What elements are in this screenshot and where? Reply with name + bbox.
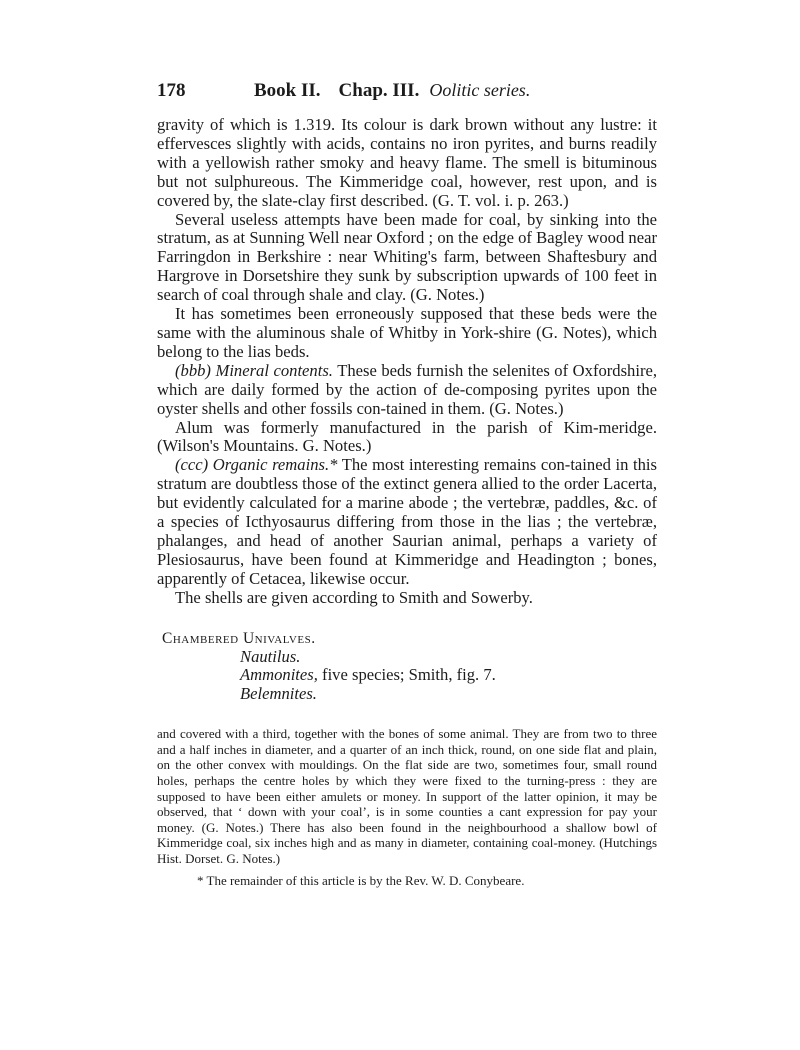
- book-title: Book II.: [254, 80, 321, 101]
- organic-remains-text: The most interesting remains con-tained in this stratum are doubtless those of the extinct genera allied to the order Lacerta, but evidently calculated for a marine abode ; the vertebræ, paddles, &c. of a species of Icthyosaurus differing from those in the lias ; the vertebræ, phalanges, and head of another Saurian animal, perhaps a variety of Plesiosaurus, have been found at Kimmeridge and Headington ; bones, apparently of Cetacea, likewise occur.: [157, 455, 657, 588]
- taxon-ammonites-text: five species; Smith, fig. 7.: [322, 665, 496, 685]
- paragraph-5: Alum was formerly manufactured in the parish of Kim-meridge. (Wilson's Mountains. G. Notes.): [157, 417, 657, 456]
- paragraph-1: gravity of which is 1.319. Its colour is dark brown without any lustre: it effervesces slightly with acids, contains no iron pyrites, and burns readily with a yellowish rather smoky and heavy flame. The smell is bituminous but not sulphureous. The Kimmeridge coal, however, rest upon, and is covered by, the slate-clay first described. (G. T. vol. i. p. 263.): [157, 115, 657, 210]
- footnote: * The remainder of this article is by the Rev. W. D. Conybeare.: [197, 872, 525, 888]
- paragraph-6: [157, 456, 657, 588]
- paragraph-2: Several useless attempts have been made for coal, by sinking into the stratum, as at Sunning Well near Oxford ; on the edge of Bagley wood near Farringdon in Berkshire : near Whiting's farm, between Shaftesbury and Hargrove in Dorsetshire they sunk by subscription upwards of 100 feet in search of coal through shale and clay. (G. Notes.): [157, 209, 657, 305]
- notes-block: [157, 726, 657, 866]
- taxon-ammonites-name: Ammonites,: [240, 665, 318, 685]
- taxon-ammonites: [240, 666, 657, 685]
- section-mark-ccc: (ccc): [175, 455, 209, 475]
- running-head: [157, 80, 657, 102]
- mineral-contents-heading: Mineral contents.: [215, 360, 333, 380]
- section-mark-bbb: (bbb): [175, 360, 211, 380]
- notes-text: and covered with a third, together with the bones of some animal. They are from two to three and a half inches in diameter, and a quarter of an inch thick, round, on one side flat and plain, on the other convex with mouldings. On the flat side are two, sometimes four, small round holes, perhaps the centre holes by which they were fixed to the turning-press : they are supposed to have been either amulets or money. In support of the latter opinion, it may be observed, that ‘ down with your coal’, is in some counties a cant expression for pay your money. (G. Notes.) There has also been found in the neighbourhood a shallow bowl of Kimmeridge coal, six inches high and as many in diameter, containing coal-money. (Hutchings Hist. Dorset. G. Notes.): [157, 726, 657, 867]
- paragraph-3: It has sometimes been erroneously supposed that these beds were the same with the aluminous shale of Whitby in York-shire (G. Notes), which belong to the lias beds.: [157, 304, 657, 361]
- chapter-title: Chap. III.: [338, 80, 420, 101]
- mineral-contents-text: These beds furnish the selenites of Oxfordshire, which are daily formed by the action of de-composing pyrites upon the oyster shells and other fossils con-tained in them. (G. Notes.): [157, 360, 657, 418]
- organic-remains-heading: Organic remains.*: [212, 455, 338, 475]
- book-page: [157, 80, 657, 888]
- taxon-nautilus: Nautilus.: [240, 646, 301, 666]
- main-text: [157, 116, 657, 608]
- series-title: Oolitic series.: [429, 80, 531, 100]
- paragraph-4: [157, 362, 657, 419]
- paragraph-7: The shells are given according to Smith and Sowerby.: [175, 587, 533, 607]
- taxa-list: [240, 648, 657, 705]
- chambered-univalves-heading: Chambered Univalves.: [162, 629, 316, 647]
- page-number: 178: [157, 80, 186, 101]
- taxon-belemnites: Belemnites.: [240, 684, 317, 704]
